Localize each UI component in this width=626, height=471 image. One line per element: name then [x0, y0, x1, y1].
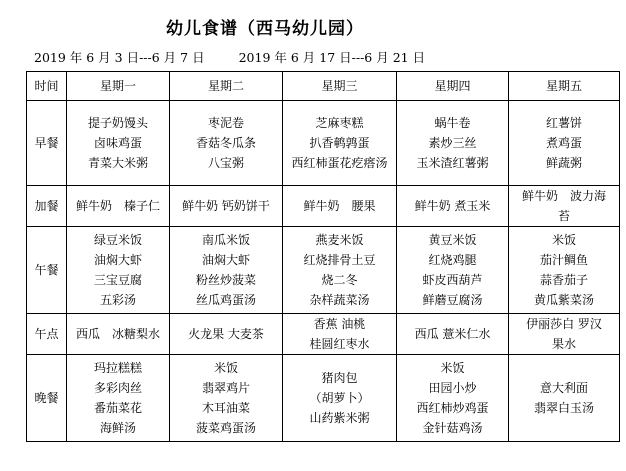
menu-cell-mon [67, 355, 170, 442]
dish-item: 猪肉包 [321, 371, 358, 385]
meal-label: 加餐 [27, 186, 67, 227]
dish-item: 黄瓜紫菜汤 [533, 293, 594, 307]
page-title: 幼儿食谱（西马幼儿园） [166, 19, 364, 39]
dish-item: （胡萝卜） [309, 391, 370, 405]
dish-item: 红烧排骨土豆 [303, 253, 376, 267]
date-range-line [34, 48, 425, 66]
dish-item: 黄豆米饭 [428, 233, 477, 247]
menu-cell-tue [170, 101, 283, 186]
dish-item: 西瓜 冰糖梨水 [75, 327, 160, 341]
dish-item: 鲜牛奶 波力海 [521, 189, 606, 203]
menu-cell-fri [509, 186, 620, 227]
dish-item: 绿豆米饭 [93, 233, 142, 247]
dish-item: 丝瓜鸡蛋汤 [195, 293, 256, 307]
menu-table [26, 71, 620, 442]
menu-cell-wed [283, 101, 397, 186]
dish-item: 翡翠鸡片 [201, 381, 250, 395]
dish-item: 粉丝炒菠菜 [195, 273, 256, 287]
dish-item: 果水 [551, 337, 576, 351]
dish-item: 油焖大虾 [93, 253, 142, 267]
menu-cell-mon [67, 101, 170, 186]
menu-cell-tue [170, 355, 283, 442]
header-day-fri: 星期五 [509, 72, 620, 101]
header-day-thu: 星期四 [397, 72, 509, 101]
menu-cell-wed [283, 186, 397, 227]
menu-cell-thu [397, 101, 509, 186]
menu-cell-fri [509, 314, 620, 355]
dish-item: 虾皮西葫芦 [422, 273, 483, 287]
header-day-tue: 星期二 [170, 72, 283, 101]
meal-row [27, 227, 620, 314]
menu-cell-thu [397, 355, 509, 442]
dish-item: 扒香鹌鹑蛋 [309, 136, 370, 150]
menu-cell-fri [509, 355, 620, 442]
dish-item: 西瓜 薏米仁水 [414, 327, 491, 341]
dish-item: 海鲜汤 [99, 421, 136, 435]
menu-cell-tue [170, 314, 283, 355]
dish-item: 鲜牛奶 煮玉米 [414, 199, 491, 213]
dish-item: 伊丽莎白 罗汉 [526, 317, 602, 331]
dish-item: 素炒三丝 [428, 136, 477, 150]
menu-cell-tue [170, 186, 283, 227]
dish-item: 煮鸡蛋 [545, 136, 582, 150]
dish-item: 苔 [557, 209, 570, 223]
dish-item: 田园小炒 [428, 381, 477, 395]
dish-item: 番茄菜花 [93, 401, 142, 415]
dish-item: 鲜蘑豆腐汤 [422, 293, 483, 307]
dish-item: 南瓜米饭 [201, 233, 250, 247]
date-range-2: 2019 年 6 月 17 日---6 月 21 日 [238, 50, 426, 65]
dish-item: 火龙果 大麦茶 [188, 327, 264, 341]
dish-item: 芝麻枣糕 [315, 116, 364, 130]
dish-item: 燕麦米饭 [315, 233, 364, 247]
dish-item: 桂圆红枣水 [309, 337, 370, 351]
dish-item: 香菇冬瓜条 [195, 136, 256, 150]
dish-item: 西红柿蛋花疙瘩汤 [291, 156, 388, 170]
menu-cell-wed [283, 355, 397, 442]
menu-cell-thu [397, 314, 509, 355]
date-range-1: 2019 年 6 月 3 日---6 月 7 日 [34, 50, 205, 65]
meal-label: 早餐 [27, 101, 67, 186]
dish-item: 米饭 [551, 233, 576, 247]
meal-label: 午餐 [27, 227, 67, 314]
dish-item: 多彩肉丝 [93, 381, 142, 395]
dish-item: 卤味鸡蛋 [93, 136, 142, 150]
dish-item: 玛拉糕糕 [93, 361, 142, 375]
dish-item: 玉米渣红薯粥 [416, 156, 489, 170]
meal-row [27, 355, 620, 442]
menu-cell-wed [283, 314, 397, 355]
dish-item: 蒜香茄子 [539, 273, 588, 287]
meal-row [27, 101, 620, 186]
dish-item: 西红柿炒鸡蛋 [416, 401, 489, 415]
menu-cell-mon [67, 227, 170, 314]
dish-item: 三宝豆腐 [93, 273, 142, 287]
dish-item: 鲜牛奶 榛子仁 [75, 199, 160, 213]
dish-item: 米饭 [213, 361, 238, 375]
dish-item: 菠菜鸡蛋汤 [195, 421, 256, 435]
dish-item: 杂样蔬菜汤 [309, 293, 370, 307]
dish-item: 枣泥卷 [207, 116, 244, 130]
meal-label: 晚餐 [27, 355, 67, 442]
dish-item: 山药紫米粥 [309, 411, 370, 425]
dish-item: 茄汁鲷鱼 [539, 253, 588, 267]
menu-cell-tue [170, 227, 283, 314]
dish-item: 红烧鸡腿 [428, 253, 477, 267]
dish-item: 提子奶馒头 [87, 116, 148, 130]
header-day-mon: 星期一 [67, 72, 170, 101]
menu-cell-thu [397, 186, 509, 227]
dish-item: 香蕉 油桃 [313, 317, 366, 331]
dish-item: 八宝粥 [207, 156, 244, 170]
meal-row [27, 314, 620, 355]
header-day-wed: 星期三 [283, 72, 397, 101]
menu-cell-fri [509, 101, 620, 186]
dish-item: 鲜牛奶 钙奶饼干 [182, 199, 270, 213]
dish-item: 金针菇鸡汤 [422, 421, 483, 435]
menu-cell-mon [67, 186, 170, 227]
dish-item: 米饭 [440, 361, 465, 375]
dish-item: 五彩汤 [99, 293, 136, 307]
dish-item: 油焖大虾 [201, 253, 250, 267]
dish-item: 鲜牛奶 腰果 [303, 199, 376, 213]
dish-item: 青菜大米粥 [87, 156, 148, 170]
dish-item: 翡翠白玉汤 [533, 401, 594, 415]
dish-item: 红薯饼 [545, 116, 582, 130]
dish-item: 烧二冬 [321, 273, 358, 287]
dish-item: 鲜蔬粥 [545, 156, 582, 170]
dish-item: 蜗牛卷 [434, 116, 471, 130]
header-row [27, 72, 620, 101]
header-time: 时间 [27, 72, 67, 101]
menu-cell-fri [509, 227, 620, 314]
menu-cell-mon [67, 314, 170, 355]
meal-row [27, 186, 620, 227]
dish-item: 木耳油菜 [201, 401, 250, 415]
dish-item: 意大利面 [539, 381, 588, 395]
menu-cell-thu [397, 227, 509, 314]
meal-label: 午点 [27, 314, 67, 355]
menu-cell-wed [283, 227, 397, 314]
